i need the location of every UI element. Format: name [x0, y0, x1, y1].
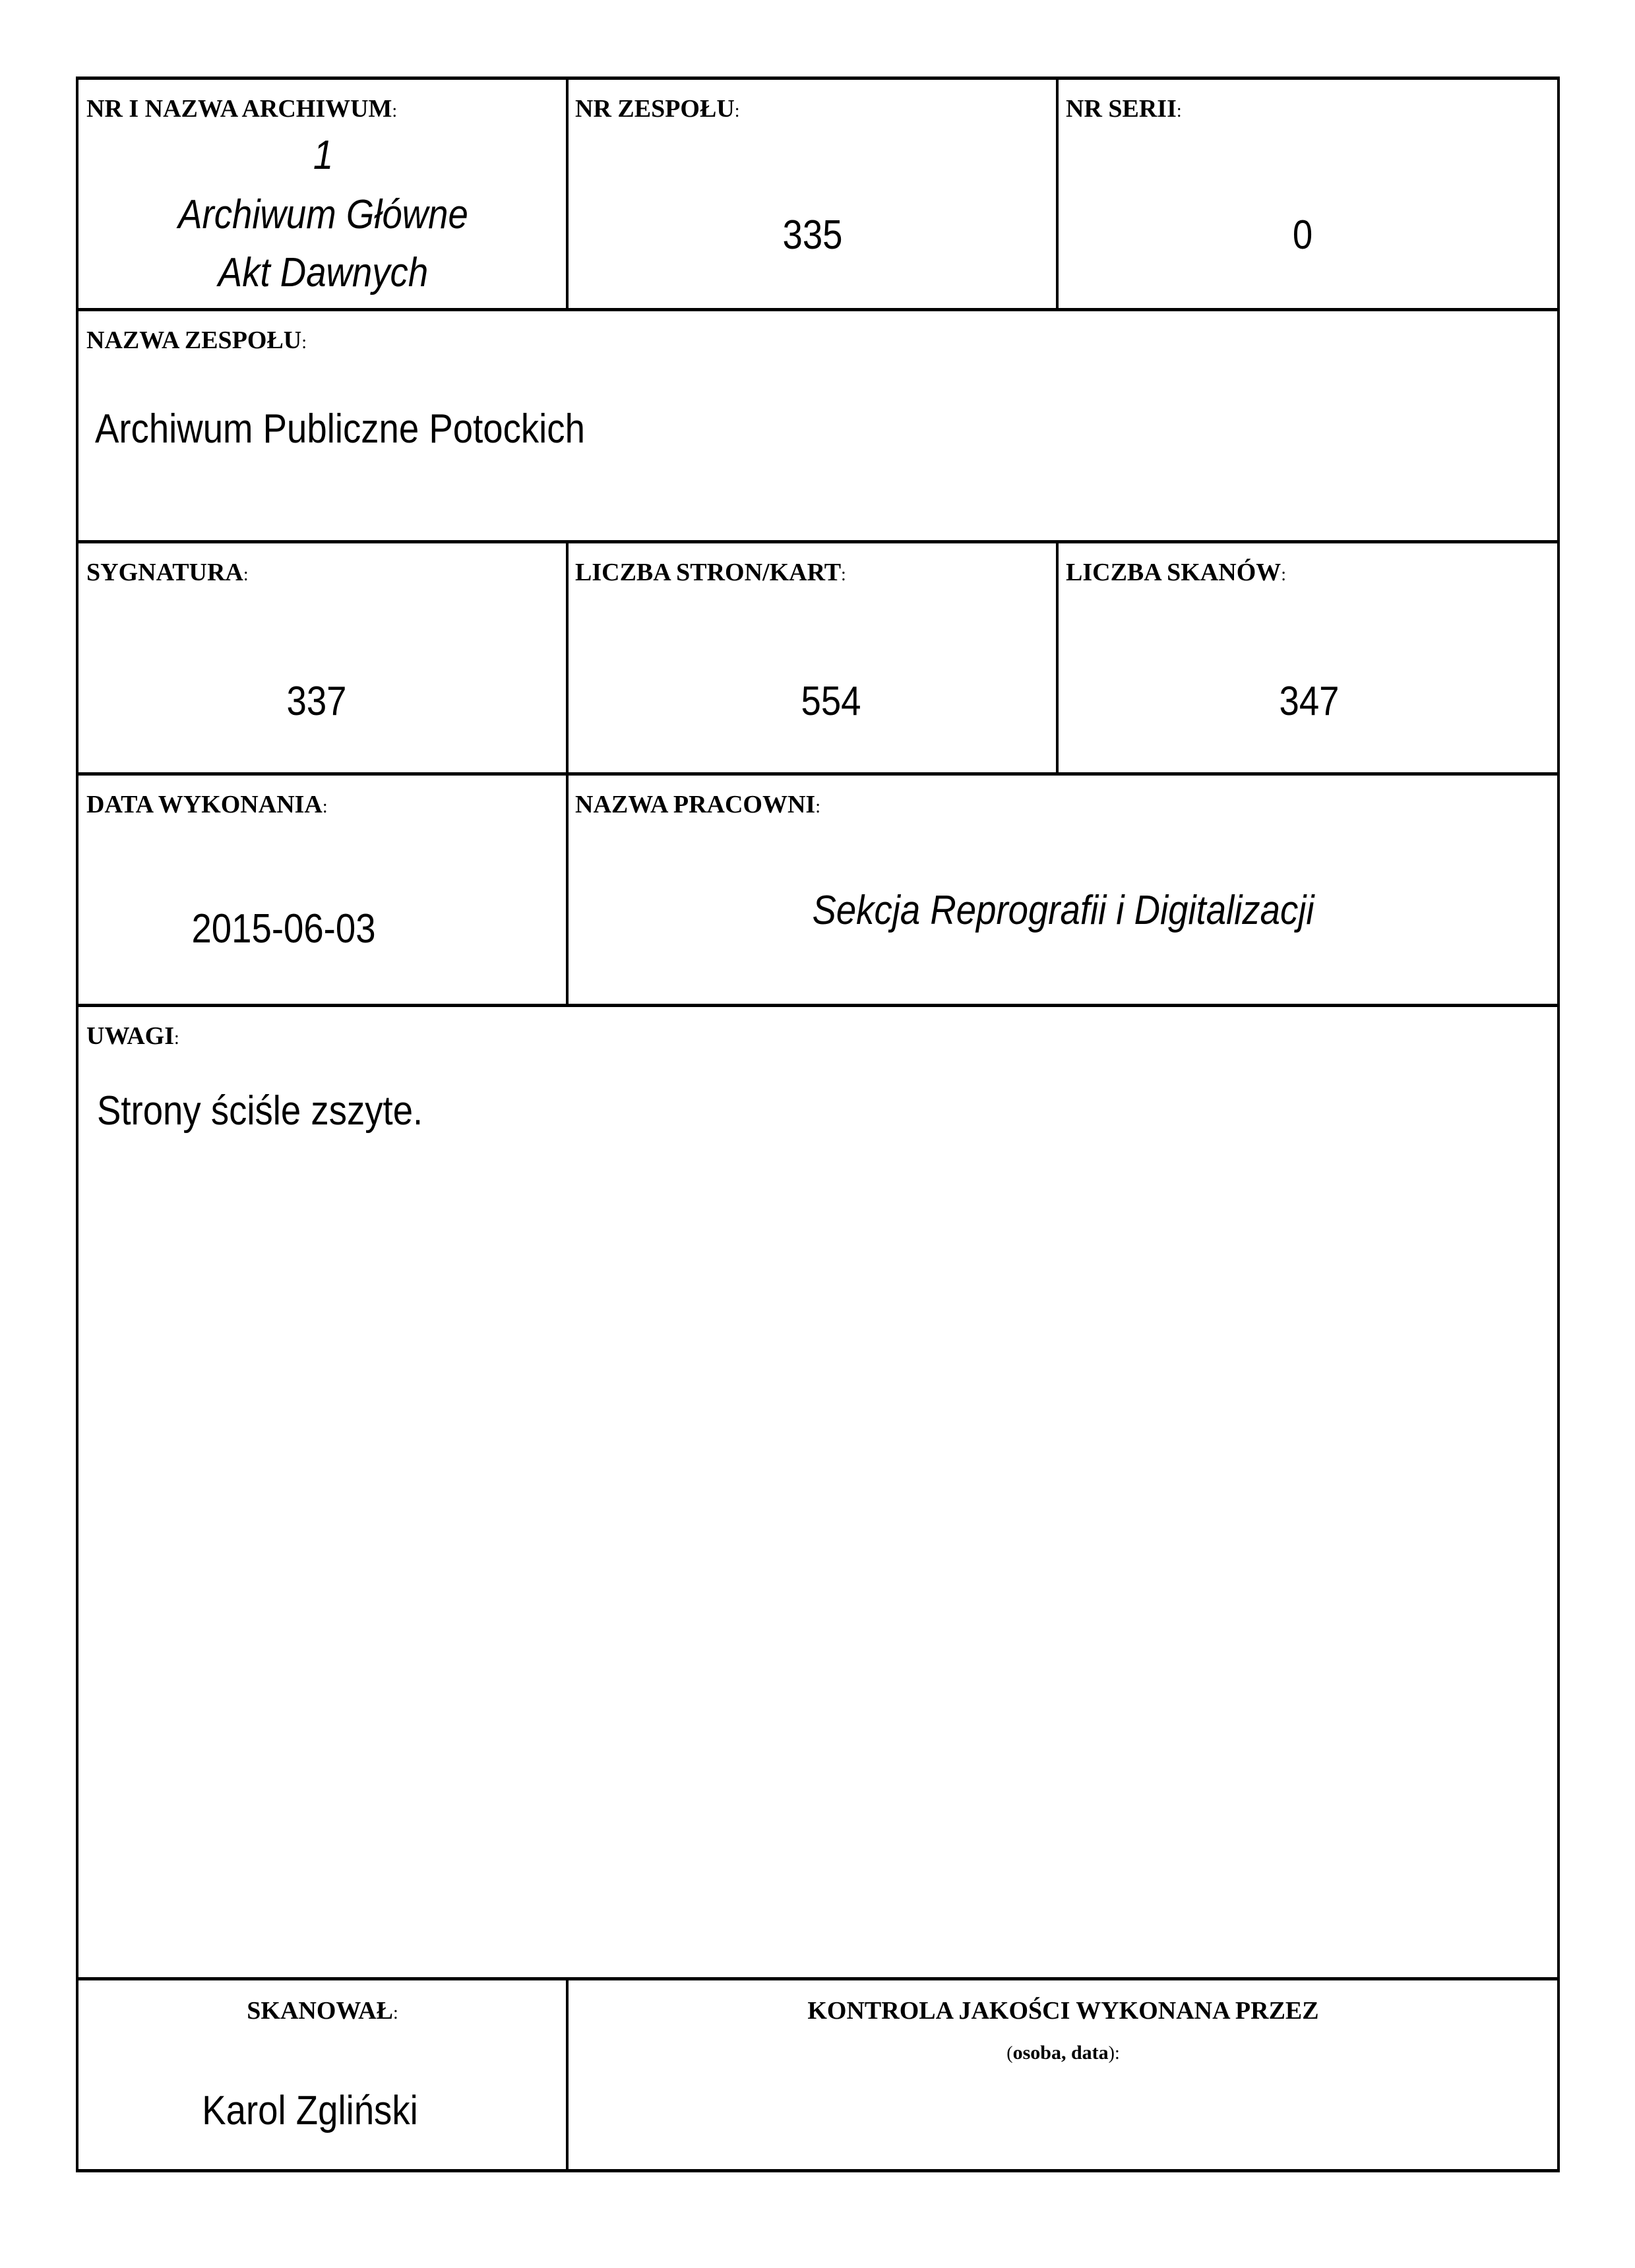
archive-number: 1 — [313, 133, 334, 178]
col-divider-row1-a — [566, 77, 569, 310]
col-divider-row3-a — [566, 540, 569, 774]
series-number-value: 0 — [1292, 212, 1313, 258]
row-divider-2 — [76, 540, 1560, 543]
fonds-name-label: NAZWA ZESPOŁU: — [86, 326, 307, 354]
page-count-value: 554 — [801, 679, 861, 724]
date-value: 2015-06-03 — [191, 906, 376, 952]
row-divider-5 — [76, 1977, 1560, 1980]
fonds-name-value: Archiwum Publiczne Potockich — [95, 406, 585, 452]
page-count-label: LICZBA STRON/KART: — [575, 559, 846, 586]
archive-label: NR I NAZWA ARCHIWUM: — [86, 95, 398, 123]
date-label: DATA WYKONANIA: — [86, 791, 328, 818]
archive-name-line2: Akt Dawnych — [218, 250, 429, 295]
quality-control-label: KONTROLA JAKOŚCI WYKONANA PRZEZ — [807, 1997, 1319, 2025]
series-number-label: NR SERII: — [1066, 95, 1182, 123]
border-left — [76, 77, 78, 2172]
notes-value: Strony ściśle zszyte. — [97, 1088, 423, 1134]
signature-label: SYGNATURA: — [86, 559, 249, 586]
border-bottom — [76, 2169, 1560, 2172]
scan-count-label: LICZBA SKANÓW: — [1066, 559, 1287, 586]
scanned-by-label: SKANOWAŁ: — [247, 1997, 398, 2025]
scanned-by-value: Karol Zgliński — [202, 2088, 418, 2133]
border-right — [1557, 77, 1560, 2172]
archive-name-line1: Archiwum Główne — [178, 192, 468, 237]
col-divider-row3-b — [1056, 540, 1059, 774]
row-divider-1 — [76, 308, 1560, 311]
notes-label: UWAGI: — [86, 1022, 179, 1050]
workshop-value: Sekcja Reprografii i Digitalizacji — [812, 888, 1314, 933]
row-divider-3 — [76, 772, 1560, 776]
quality-control-sublabel: (osoba, data): — [1006, 2042, 1120, 2064]
fonds-number-label: NR ZESPOŁU: — [575, 95, 740, 123]
col-divider-row1-b — [1056, 77, 1059, 310]
row-divider-4 — [76, 1004, 1560, 1007]
col-divider-row4 — [566, 772, 569, 1006]
workshop-label: NAZWA PRACOWNI: — [575, 791, 820, 818]
scan-count-value: 347 — [1279, 679, 1340, 724]
signature-value: 337 — [286, 679, 347, 724]
fonds-number-value: 335 — [782, 212, 843, 258]
border-top — [76, 77, 1560, 80]
